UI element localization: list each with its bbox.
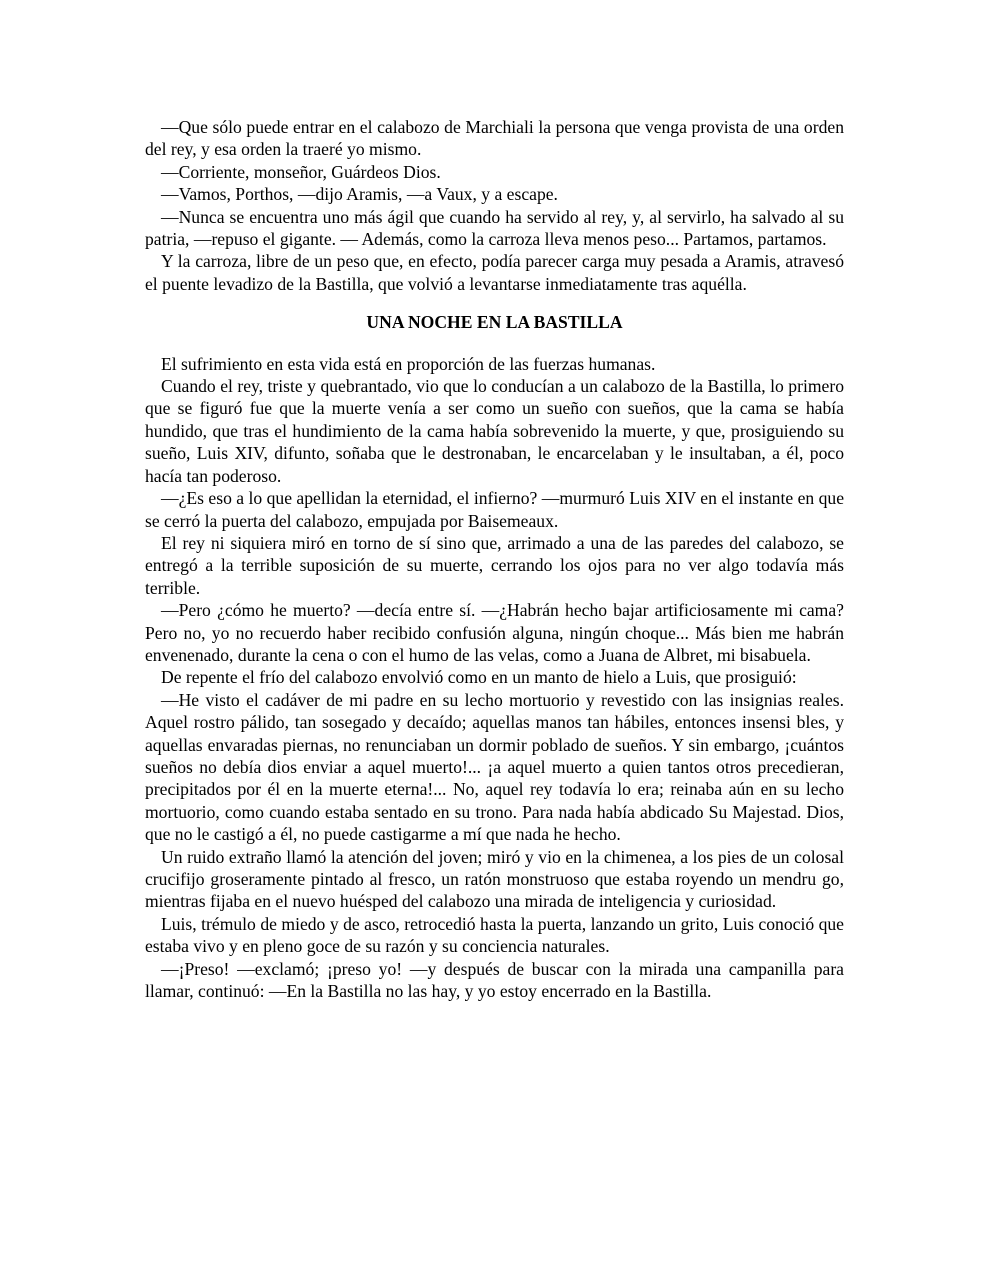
- chapter-title: UNA NOCHE EN LA BASTILLA: [366, 312, 623, 333]
- paragraph: De repente el frío del calabozo envolvió como en un manto de hielo a Luis, que prosiguió:: [161, 667, 797, 688]
- paragraph: —¿Es eso a lo que apellidan la eternidad, el infierno? —murmuró Luis XIV en el instante en que se cerró la puerta del calabozo, empujada por Baisemeaux.: [145, 488, 844, 531]
- paragraph: —¡Preso! —exclamó; ¡preso yo! —y después de buscar con la mirada una campanilla para llamar, continuó: —En la Bastilla no las hay, y yo estoy encerrado en la Bastilla.: [145, 958, 844, 1002]
- paragraph: —He visto el cadáver de mi padre en su lecho mortuorio y revestido con las insignias reales. Aquel rostro pálido, tan sosegado y decaído; aquellas manos tan hábiles, entonces insensi bles, y aquellas envaradas piernas, no renunciaban un dormir poblado de sueños. Y sin embargo, ¡cuántos sueños no debía dios enviar a aquel muerto!... ¡a aquel muerto a quien tantos otros precedieran, precipitados por él en la muerte eterna!... No, aquel rey todavía lo era; reinaba aún en su lecho mortuorio, como cuando estaba sentado en su trono. Para nada había abdicado Su Majestad. Dios, que no le castigó a él, no puede castigarme a mí que nada he hecho.: [145, 689, 844, 845]
- paragraph: —Pero ¿cómo he muerto? —decía entre sí. —¿Habrán hecho bajar artificiosamente mi cama? Pero no, yo no recuerdo haber recibido confusión alguna, ningún choque... Más bien me habrán envenenado, durante la cena o con el humo de las velas, como a Juana de Albret, mi bisabuela.: [145, 600, 844, 665]
- paragraph: —Que sólo puede entrar en el calabozo de Marchiali la persona que venga provista de una orden del rey, y esa orden la traeré yo mismo.: [145, 117, 844, 160]
- document-page: [145, 116, 844, 1002]
- paragraph: El sufrimiento en esta vida está en proporción de las fuerzas humanas.: [161, 353, 656, 374]
- paragraph: —Nunca se encuentra uno más ágil que cuando ha servido al rey, y, al servirlo, ha salvado al su patria, —repuso el gigante. — Además, como la carroza lleva menos peso... Partamos, partamos.: [145, 206, 844, 250]
- paragraph: El rey ni siquiera miró en torno de sí sino que, arrimado a una de las paredes del calabozo, se entregó a la terrible suposición de su muerte, cerrando los ojos para no ver algo todavía más terrible.: [145, 532, 844, 598]
- paragraph: —Corriente, monseñor, Guárdeos Dios.: [161, 161, 441, 182]
- paragraph: Cuando el rey, triste y quebrantado, vio que lo conducían a un calabozo de la Bastilla, lo primero que se figuró fue que la muerte venía a ser como un sueño con sueños, que la cama se había hundido, que tras el hundimiento de la cama había sobrevenido la muerte, y que, prosiguiendo su sueño, Luis XIV, difunto, soñaba que le destronaban, le encarcelaban y le insultaban, a él, poco hacía tan poderoso.: [145, 376, 844, 486]
- paragraph: Luis, trémulo de miedo y de asco, retrocedió hasta la puerta, lanzando un grito, Luis conoció que estaba vivo y en pleno goce de su razón y su conciencia naturales.: [145, 913, 844, 957]
- paragraph: —Vamos, Porthos, —dijo Aramis, —a Vaux, y a escape.: [161, 184, 558, 205]
- paragraph: Un ruido extraño llamó la atención del joven; miró y vio en la chimenea, a los pies de un colosal crucifijo groseramente pintado al fresco, un ratón monstruoso que estaba royendo un mendru go, mientras fijaba en el nuevo huésped del calabozo una mirada de inteligencia y curiosidad.: [145, 846, 844, 912]
- paragraph: Y la carroza, libre de un peso que, en efecto, podía parecer carga muy pesada a Aramis, atravesó el puente levadizo de la Bastilla, que volvió a levantarse inmediatamente tras aquélla.: [145, 251, 844, 294]
